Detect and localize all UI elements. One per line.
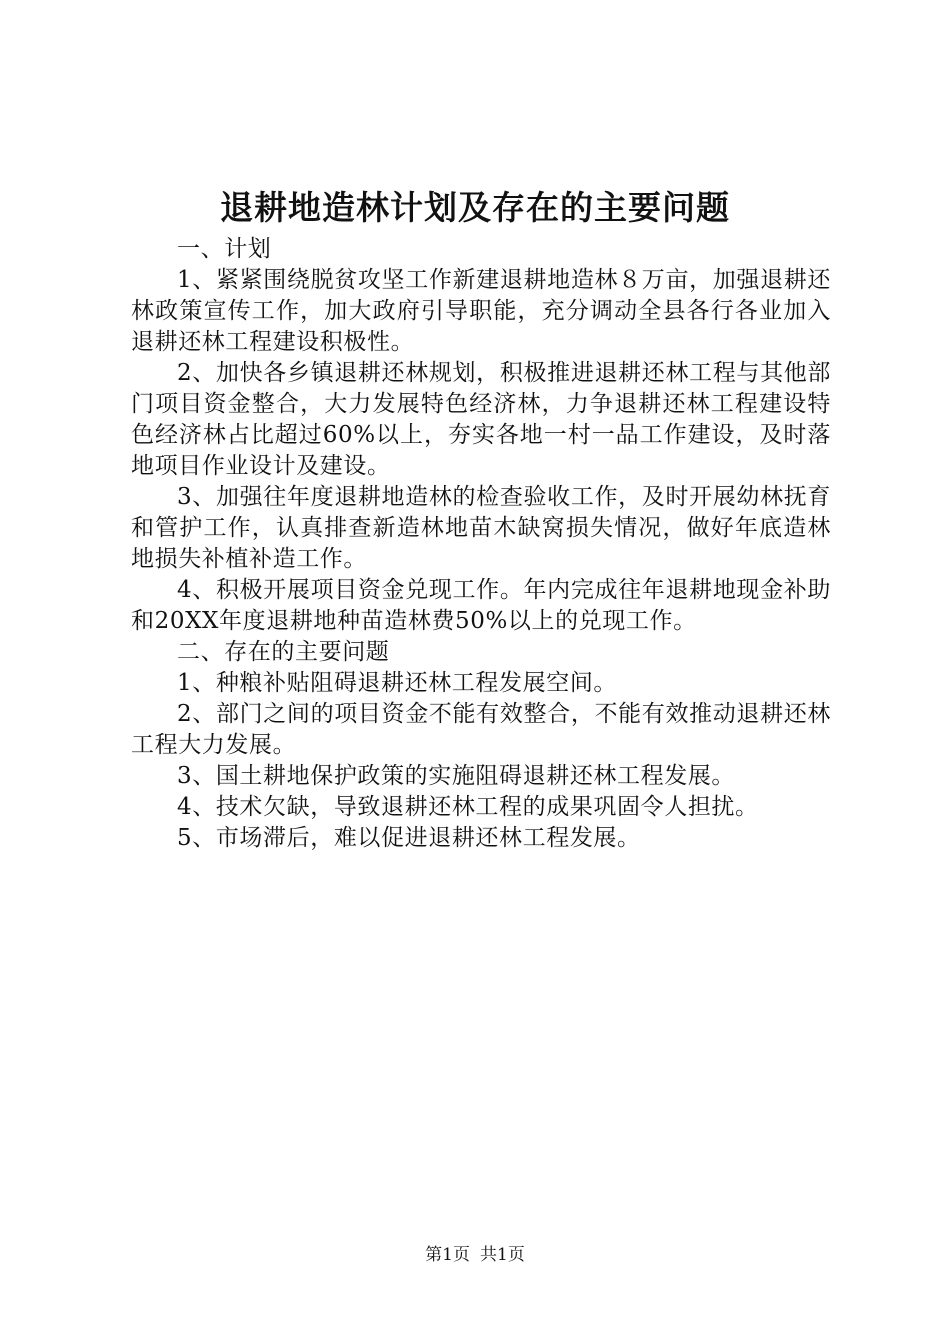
document-body xyxy=(131,234,831,854)
problem-item-1: 1、种粮补贴阻碍退耕还林工程发展空间。 xyxy=(177,670,618,696)
plan-item-4: 4、积极开展项目资金兑现工作。年内完成往年退耕地现金补助和20XX年度退耕地种苗造林费50%以上的兑现工作。 xyxy=(131,577,831,634)
document-title: 退耕地造林计划及存在的主要问题 xyxy=(220,188,730,227)
section-heading-plan: 一、计划 xyxy=(177,236,272,262)
plan-item-3: 3、加强往年度退耕地造林的检查验收工作，及时开展幼林抚育和管护工作，认真排查新造林地苗木缺窝损失情况，做好年底造林地损失补植补造工作。 xyxy=(131,484,831,572)
problem-item-3: 3、国土耕地保护政策的实施阻碍退耕还林工程发展。 xyxy=(177,763,736,789)
problem-item-5: 5、市场滞后，难以促进退耕还林工程发展。 xyxy=(177,825,641,851)
plan-item-2: 2、加快各乡镇退耕还林规划，积极推进退耕还林工程与其他部门项目资金整合，大力发展特色经济林，力争退耕还林工程建设特色经济林占比超过60%以上，夯实各地一村一品工作建设，及时落地项目作业设计及建设。 xyxy=(131,360,831,479)
page-number: 第1页 xyxy=(425,1245,470,1265)
page-total: 共1页 xyxy=(480,1245,525,1265)
plan-item-1: 1、紧紧围绕脱贫攻坚工作新建退耕地造林８万亩，加强退耕还林政策宣传工作，加大政府引导职能，充分调动全县各行各业加入退耕还林工程建设积极性。 xyxy=(131,267,831,355)
section-heading-problems: 二、存在的主要问题 xyxy=(177,639,390,665)
page-footer xyxy=(0,1244,950,1266)
problem-item-4: 4、技术欠缺，导致退耕还林工程的成果巩固令人担扰。 xyxy=(177,794,759,820)
problem-item-2: 2、部门之间的项目资金不能有效整合，不能有效推动退耕还林工程大力发展。 xyxy=(131,701,831,758)
